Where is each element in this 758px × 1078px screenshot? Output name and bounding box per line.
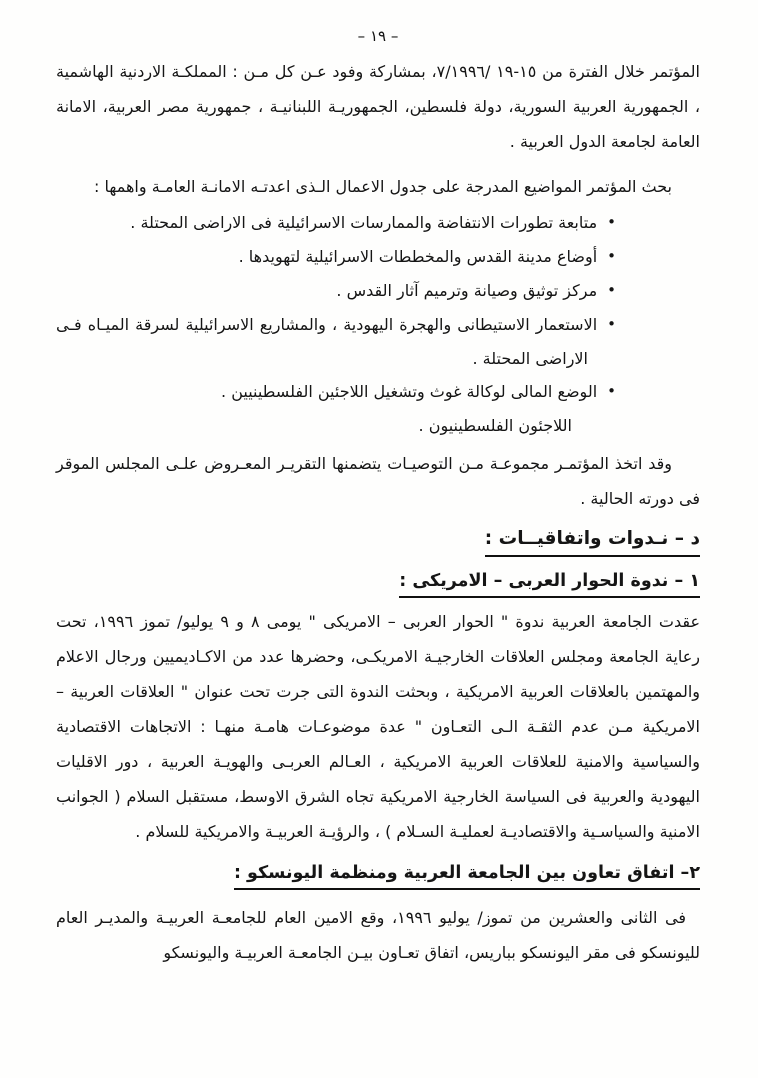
section-heading-seminars-agreements <box>56 528 700 557</box>
refugees-line: اللاجئون الفلسطينيون . <box>418 416 572 435</box>
section-heading-seminars-agreements-text: د – نـدوات واتفاقيــات : <box>485 528 700 557</box>
bullet-item-unrwa-finance: • الوضع المالى لوكالة غوث وتشغيل اللاجئين الفلسطينيين . <box>56 375 700 409</box>
paragraph-agenda-intro: بحث المؤتمر المواضيع المدرجة على جدول الاعمال الـذى اعدتـه الامانـة العامـة واهمها : <box>94 177 672 196</box>
bullet-item-restoration-center: • مركز توثيق وصيانة وترميم آثار القدس . <box>56 274 700 308</box>
paragraph-seminar-details: عقدت الجامعة العربية ندوة " الحوار العربى – الامريكى " يومى ٨ و ٩ يوليو/ تموز ١٩٩٦، تحت رعاية الجامعة ومجلس العلاقات الخارجيـة الامريكـى، وحضرها عدد من الاكـاديميين ورجال الاعلام والمهتمين بالعلاقات العربية الامريكية ، وبحثت الندوة التى جرت تحت عنوان " العلاقات العربية – الامريكية مـن عدم الثقـة الـى التعـاون " عدة موضوعـات هامـة منهـا : الاتجاهات الاقتصادية والسياسية والامنية للعلاقات العربية الامريكية ، العـالم العربـى والهويـة العربية ، دور الاقليات اليهودية والعربية فى السياسة الخارجية الامريكية تجاه الشرق الاوسط، مستقبل السلام ( الجوانب الامنية والسياسـية والاقتصاديـة لعمليـة السـلام ) ، والرؤيـة العربيـة والامريكية للسلام . <box>56 612 701 841</box>
heading-unesco-agreement-text: ٢– اتفاق تعاون بين الجامعة العربية ومنظمة اليونسكو : <box>234 863 700 890</box>
agenda-bullet-list <box>56 206 700 409</box>
page-number: – ١٩ – <box>357 27 399 45</box>
paragraph-recommendations: وقد اتخذ المؤتمـر مجموعـة مـن التوصيـات يتضمنها التقريـر المعـروض علـى المجلس الموقر فى دورته الحالية . <box>56 454 700 508</box>
bullet-item-settlement: • الاستعمار الاستيطانى والهجرة اليهودية ، والمشاريع الاسرائيلية لسرقة الميـاه فـى الاراضى المحتلة . <box>56 308 700 375</box>
heading-arab-american-dialogue-text: ١ – ندوة الحوار العربى – الامريكى : <box>399 571 700 598</box>
paragraph-conference-participants: المؤتمر خلال الفترة من ١٥-١٩ /٧/١٩٩٦، بمشاركة وفود عـن كل مـن : المملكـة الاردنية الهاشمية ، الجمهورية العربية السورية، دولة فلسطين، الجمهوريـة اللبنانيـة ، جمهورية مصر العربية، الامانة العامة لجامعة الدول العربية . <box>56 62 700 151</box>
paragraph-unesco-details: فى الثانى والعشرين من تموز/ يوليو ١٩٩٦، وقع الامين العام للجامعـة العربيـة والمديـر العام لليونسكو فى مقر اليونسكو بباريس، اتفاق تعـاون بيـن الجامعـة العربيـة واليونسكو <box>56 908 700 962</box>
heading-arab-american-dialogue <box>56 571 700 598</box>
heading-unesco-agreement <box>56 863 700 890</box>
bullet-item-jerusalem-city: • أوضاع مدينة القدس والمخططات الاسرائيلية لتهويدها . <box>56 240 700 274</box>
bullet-item-intifada: • متابعة تطورات الانتفاضة والممارسات الاسرائيلية فى الاراضى المحتلة . <box>56 206 700 240</box>
